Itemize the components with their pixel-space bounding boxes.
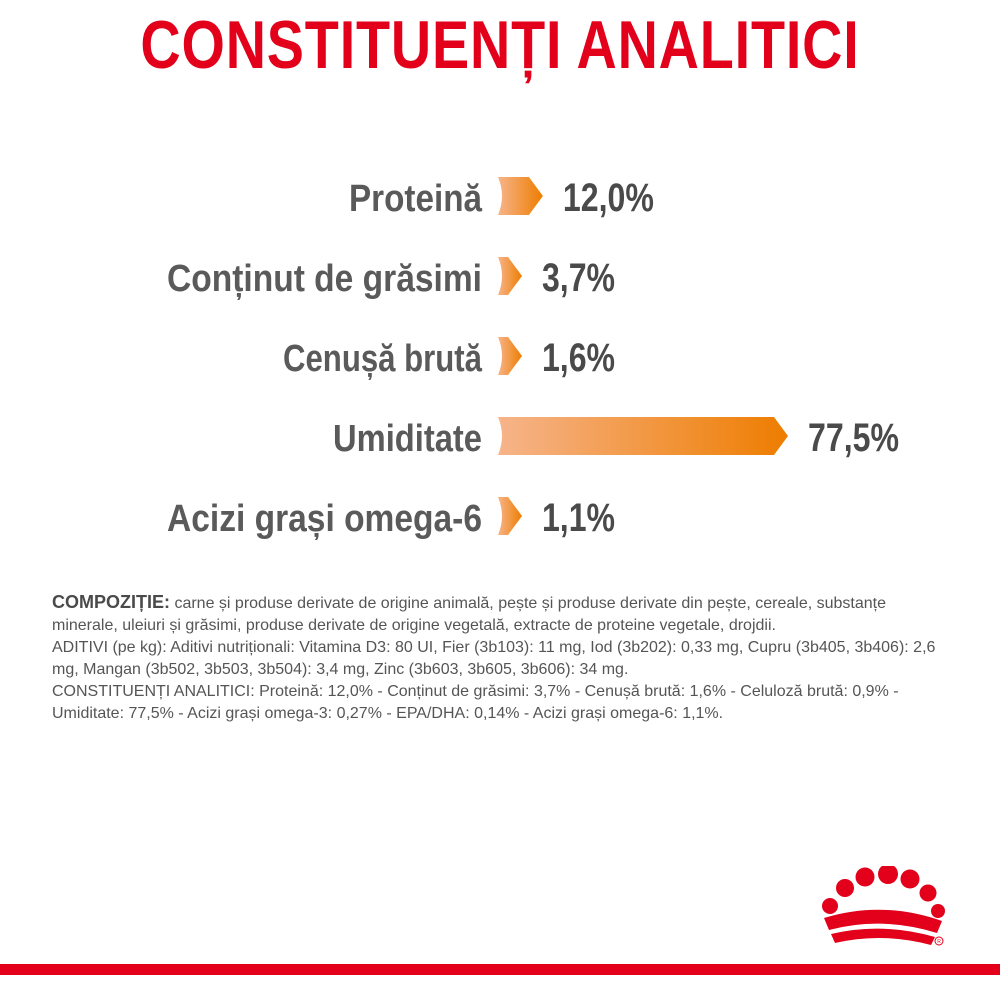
category-label: Conținut de grăsimi — [167, 258, 482, 300]
category-label: Acizi grași omega-6 — [167, 498, 482, 540]
composition-paragraph — [52, 591, 952, 637]
bar — [498, 177, 543, 215]
nutrient-bar-chart — [0, 150, 1000, 560]
value-label: 3,7% — [542, 256, 615, 300]
bottom-brand-bar — [0, 964, 1000, 975]
bar — [498, 497, 522, 535]
value-label: 1,6% — [542, 336, 615, 380]
additives-text: ADITIVI (pe kg): Aditivi nutriționali: Vitamina D3: 80 UI, Fier (3b103): 11 mg, Iod (3b202): 0,33 mg, Cupru (3b405, 3b406): 2,6 mg, Mangan (3b502, 3b503, 3b504): 3,4 mg, Zinc (3b603, 3b605, 3b606): 34 mg. — [52, 639, 936, 678]
category-label: Proteină — [349, 178, 483, 220]
composition-heading: COMPOZIȚIE: — [52, 592, 170, 612]
constituents-text: CONSTITUENȚI ANALITICI: Proteină: 12,0% - Conținut de grăsimi: 3,7% - Cenușă brută: 1,6% - Celuloză brută: 0,9% - Umiditate: 77,5% - Acizi grași omega-3: 0,27% - EPA/DHA: 0,14% - Acizi grași omega-6: 1,1%. — [52, 683, 899, 722]
value-label: 1,1% — [542, 496, 615, 540]
composition-block — [52, 591, 952, 725]
royal-canin-crown-icon — [818, 866, 946, 948]
bar — [498, 257, 522, 295]
bar — [498, 417, 788, 455]
category-label: Cenușă brută — [283, 338, 483, 380]
svg-text:R: R — [937, 939, 941, 945]
bar — [498, 337, 522, 375]
composition-text: carne și produse derivate de origine animală, pește și produse derivate din pește, cereale, substanțe minerale, uleiuri și grăsimi, produse derivate de origine vegetală, extracte de proteine vegetale, drojdii. — [52, 595, 886, 634]
value-label: 77,5% — [808, 416, 899, 460]
category-label: Umiditate — [333, 418, 482, 460]
page-title: CONSTITUENȚI ANALITICI — [140, 7, 860, 83]
value-label: 12,0% — [562, 176, 654, 220]
